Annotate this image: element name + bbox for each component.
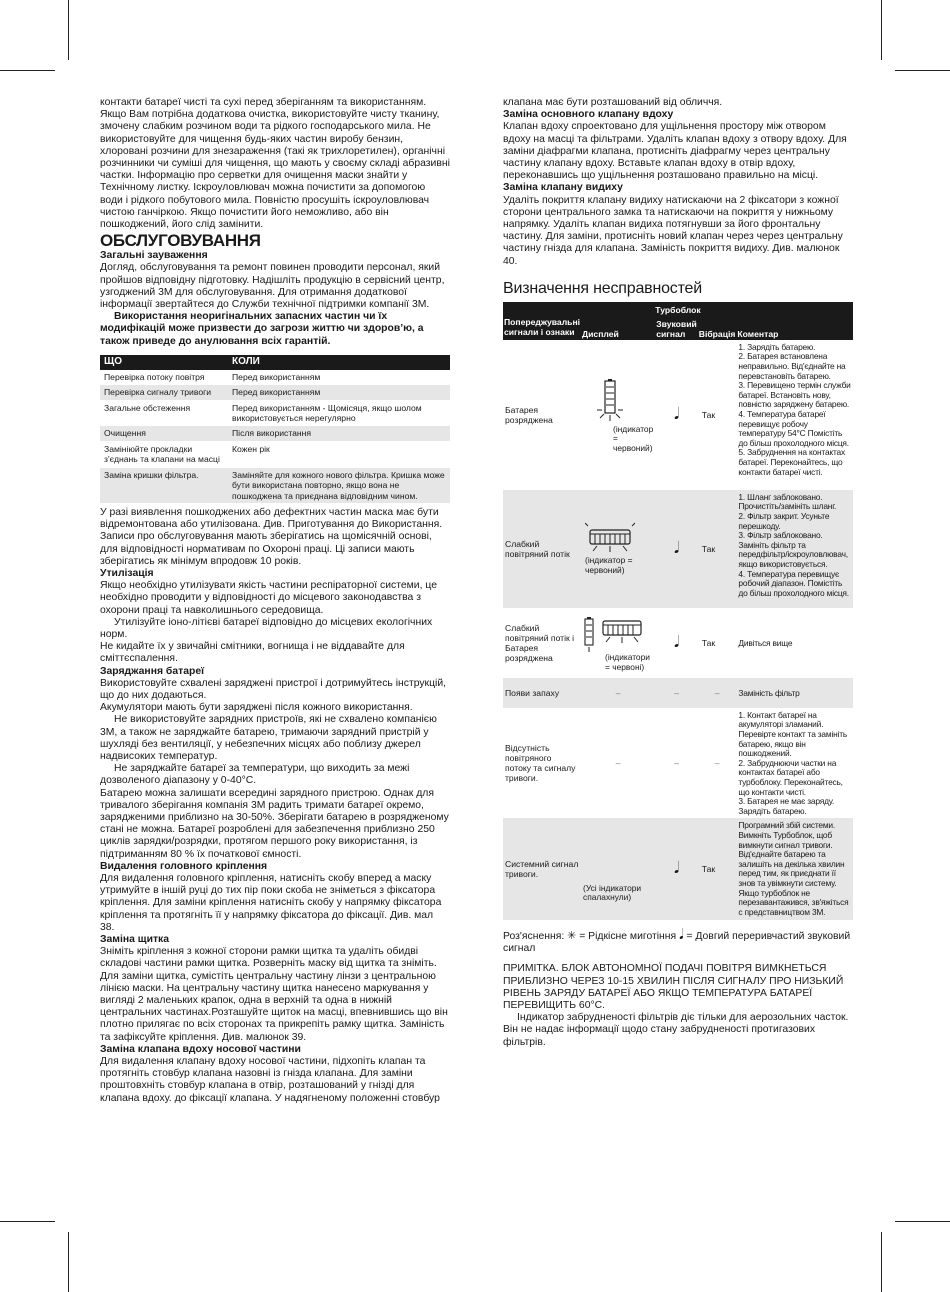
table-row: [503, 678, 853, 708]
legend-blink: = Рідкісне миготіння: [579, 931, 677, 943]
table-cell: Заміняйте для кожного нового фільтра. Кришка може бути використана повторно, якщо вона не пошкоджена та приєднана відповідним чином.: [228, 467, 450, 503]
paragraph: Не заряджайте батареї за температури, що виходить за межі дозволеного діапазону у 0-40°C.: [100, 763, 410, 787]
table-cell: Заміна кришки фільтра.: [100, 467, 228, 503]
comment-cell: 1. Шланг заблоковано. Прочистіть/замініть шланг. 2. Фільтр закрит. Усуньте перешкоду. 3. Фільтр заблоковано. Замініть фільтр та передфільтр/іскроуловлювач, якщо використовується. 4. Температура перевищує робочий діапазон. Помістіть до більш прохолодного місця.: [736, 490, 853, 608]
paragraph: Батарею можна залишати всередині зарядного пристрою. Однак для тривалого зберігання компанія 3M радить тримати батареї окремо, зарядженими приблизно на 30-50%. Зберігати батарею в розрядженому стані не можна. Батареї розроблені для забезпечення приблизно 250 циклів зарядки/розрядки, протягом першого року використання, із підтриманням 80 % їх початкової ємності.: [100, 787, 449, 860]
legend-sound: = Довгий переривчастий звуковий сигнал: [503, 931, 851, 955]
blink-icon: ✳: [567, 930, 577, 943]
signal-cell: Відсутність повітряного потоку та сигналу тривоги.: [503, 708, 581, 819]
paragraph: Клапан вдоху спроектовано для ущільнення простору між отвором вдоху на масці та фільтрами. Удаліть клапан вдоху з отвору вдоху. Для заміни діафрагми клапана, протисніть діафрагму через центральну частину клапану вдоху. Вставьте клапан вдоху в отвір вдоху, переконавшись що ущільнення розташовано правильно на місці.: [503, 121, 847, 182]
table-cell: Перед використанням: [228, 370, 450, 385]
display-cell: [581, 490, 655, 608]
sound-cell: [655, 608, 698, 678]
paragraph: клапана має бути розташований від обличчя.: [503, 97, 723, 108]
comment-cell: 1. Контакт батареї на акумуляторі зламаний. Перевірте контакт та замініть батарею, якщо він пошкоджений. 2. Забруднюючи частки на контактах батареї або турбоблоку. Переконайтесь, що контакти чисті. 3. Батарея не має заряду. Зарядіть батарею.: [736, 708, 853, 819]
paragraph: Використовуйте схвалені заряджені пристрої і дотримуйтесь інструкцій, що до них додаються.: [100, 677, 447, 701]
paragraph: Не використовуйте зарядних пристроїв, які не схвалено компанією 3M, а також не заряджайте батарею, тримаючи зарядний пристрій у шухляді без вентиляції, у небезпечних місцях або поблизу джерел надвисоких температур.: [100, 714, 437, 762]
crop-mark: [881, 1232, 882, 1292]
note-paragraph: ПРИМІТКА. БЛОК АВТОНОМНОЇ ПОДАЧІ ПОВІТРЯ ВИМКНЕТЬСЯ ПРИБЛИЗНО ЧЕРЕЗ 10-15 ХВИЛИН ПІСЛЯ СИГНАЛУ ПРО НИЗЬКИЙ РІВЕНЬ ЗАРЯДУ БАТАРЕЇ АБО ЯКЩО ТЕМПЕРАТУРА БАТАРЕЇ ПЕРЕВИЩИТЬ 60°C.: [503, 963, 844, 1011]
subheading: Заміна клапану видиху: [503, 182, 623, 194]
display-note: (індикатор = червоний): [613, 423, 654, 453]
signal-cell: Появи запаху: [503, 678, 581, 708]
table-row: [100, 385, 450, 400]
table-row: [100, 426, 450, 441]
table-row: [100, 370, 450, 385]
comment-cell: 1. Зарядіть батарею. 2. Батарея встановлена неправильно. Від'єднайте на перевстановіть батарею. 3. Перевищено термін служби батареї. Встановіть нову, повністю заряджену батарею. 4. Температура батареї перевищує робочу температуру 54°C Помістіть до більш прохолодного місця. 5. Забруднення на контактах батареї. Переконайтесь, що контакти батареї чисті.: [736, 340, 853, 490]
left-column: [100, 97, 450, 1105]
paragraph: Для видалення клапану вдоху носової частини, підхопіть клапан та протягніть стовбур клапана назовні із гнізда клапана. Для заміни проштовхніть стовбур клапана в отвір, розташований у гнізді для клапана вдоху. до фіксації клапана. У надягненому положенні стовбур: [100, 1056, 440, 1104]
display-cell: –: [581, 678, 655, 708]
table-header-sound: Звуковий сигнал: [655, 316, 698, 340]
warning-paragraph: Використання неоригінальних запасних частин чи їх модифікацій може призвести до загрози життю чи здоров’ю, а також приведе до анулювання всіх гарантій.: [100, 311, 424, 347]
note-filter-paragraph: Індикатор забрудненості фільтрів діє тільки для аерозольних часток. Він не надає інформації щодо стану забрудненості протигазових фільтрів.: [503, 1012, 849, 1048]
crop-mark: [68, 1232, 69, 1292]
crop-mark: [68, 0, 69, 60]
subheading: Видалення головного кріплення: [100, 860, 268, 872]
paragraph: Зніміть кріплення з кожної сторони рамки щитка та удаліть обидві складові частини рамки щитка. Розверніть маску від щитка та зніміть. Для заміни щитка, сумістіть центральну частину лінзи з центральною лінією маски. На центральну частину щитка нанесено маркування у вигляді 2 маленьких крапок, одна в верхній та одна в нижній центральних частинах.Розташуйте щиток на масці, впевнившись що він плотно прилягає по всіх сторонах та прикрепіть рамку щитка. Заміність та зафіксуйте кріплення. Див. малюнок 39.: [100, 946, 448, 1043]
sound-cell: –: [655, 678, 698, 708]
display-cell: –: [581, 708, 655, 819]
signal-cell: Батарея розряджена: [503, 340, 581, 490]
table-row: [100, 441, 450, 467]
display-note: (індикатори = червоні): [605, 652, 650, 672]
legend: [503, 926, 853, 955]
subheading: Загальні зауваження: [100, 250, 208, 262]
table-header-when: КОЛИ: [228, 355, 450, 370]
display-cell: (Усі індикатори спалахнули): [581, 818, 655, 920]
table-row: [100, 467, 450, 503]
table-header-signals: Попереджувальні сигнали і ознаки: [503, 316, 581, 340]
troubleshooting-table: [503, 302, 853, 921]
maintenance-table: [100, 355, 450, 504]
display-cell: [581, 340, 655, 490]
music-note-icon: 𝅘𝅥: [673, 539, 680, 557]
battery-fan-indicator-icon: [583, 613, 645, 653]
vibration-cell: Так: [698, 340, 737, 490]
table-header-turbo: Турбоблок: [503, 302, 853, 316]
paragraph: У разі виявлення пошкоджених або дефектних частин маска має бути відремонтована або утилізована. Див. Приготування до Використання. Записи про обслуговування мають зберігатись на щомісячній основі, для відповідності нормативам по Охороні праці. Ці записи мають зберігатись як мінімум впродовж 10 років.: [100, 506, 443, 567]
comment-cell: Програмний збій системи. Вимкніть Турбоблок, щоб вимкнути сигнал тривоги. Від'єднайте батарею та залишіть на декілька хвилин перед тим, як приєднати її знов та увімкнути систему. Якщо турбоблок не перезавантажився, зв'яжіться с представництвом 3M.: [736, 818, 853, 920]
display-cell: [581, 608, 655, 678]
table-row: [503, 490, 853, 608]
crop-mark: [895, 70, 950, 71]
signal-cell: Слабкий повітряний потік: [503, 490, 581, 608]
subheading: Заміна щитка: [100, 934, 170, 946]
right-column: [503, 97, 853, 1049]
vibration-cell: –: [698, 708, 737, 819]
sound-cell: –: [655, 708, 698, 819]
paragraph: Якщо необхідно утилізувати якість частини респіраторної системи, це необхідно проводити у відповідності до місцевого законодавства з охорони праці та навколишнього середовища.: [100, 580, 437, 616]
table-row: [100, 400, 450, 426]
table-row: [503, 608, 853, 678]
music-note-icon: 𝅘𝅥: [673, 633, 680, 651]
table-header-what: ЩО: [100, 355, 228, 370]
music-note-icon: 𝅘𝅥: [673, 860, 680, 878]
vibration-cell: Так: [698, 608, 737, 678]
crop-mark: [0, 1221, 55, 1222]
section-heading-maintenance: ОБСЛУГОВУВАННЯ: [100, 231, 261, 251]
vibration-cell: Так: [698, 818, 737, 920]
table-header-vibration: Вібрація: [698, 316, 737, 340]
crop-mark: [881, 0, 882, 60]
signal-cell: Слабкий повітряний потік і Батарея розряджена: [503, 608, 581, 678]
table-cell: Очищення: [100, 426, 228, 441]
table-cell: Кожен рік: [228, 441, 450, 467]
paragraph: контакти батареї чисті та сухі перед зберіганням та використанням. Якщо Вам потрібна додаткова очистка, використовуйте чисту тканину, змочену слабким розчином води та рідкого господарського мила. Не використовуйте для чищення будь-яких частин виробу бензин, хлоровані розчини для знезараження (такі як трихлоретилен), органічні розчинники чи суміші для чищення, що мають у своєму складі абразивні частки. Інформацію про серветки для очищення маски знайти у Технічному листку. Іскроуловлювач можна почистити за допомогою води і рідкого побутового мила. Повністю просушіть іскроуловлювач чистою ганчіркою. Якщо почистити його неможливо, або він пошкоджений, його слід замінити.: [100, 97, 450, 231]
display-note: (індикатор = червоний): [585, 555, 633, 575]
legend-label: Роз'яснення:: [503, 931, 565, 943]
table-header-comment: Коментар: [736, 316, 853, 340]
music-note-icon: 𝅘𝅥: [679, 926, 684, 943]
subheading: Заміна основного клапану вдоху: [503, 109, 674, 121]
table-row: [503, 708, 853, 819]
battery-indicator-icon: [595, 377, 625, 425]
crop-mark: [895, 1221, 950, 1222]
table-cell: Перевірка потоку повітря: [100, 370, 228, 385]
signal-cell: Системний сигнал тривоги.: [503, 818, 581, 920]
music-note-icon: 𝅘𝅥: [673, 405, 680, 423]
crop-mark: [0, 70, 55, 71]
table-cell: Перед використанням: [228, 385, 450, 400]
paragraph: Удаліть покриття клапану видиху натискаючи на 2 фіксатори з кожної сторони центрального замка та натискаючи на покриття у нижньому напрямку. Удаліть клапан видиха потягнувши за його фронтальну частину. Для заміни, протисніть новий клапан через через центральну частину гнізда для клапана. Заміність покриття видиху. Див. малюнок 40.: [503, 194, 843, 267]
table-cell: Перевірка сигналу тривоги: [100, 385, 228, 400]
table-cell: Замініюйте прокладки з'єднань та клапани на масці: [100, 441, 228, 467]
table-cell: Після використання: [228, 426, 450, 441]
sound-cell: [655, 490, 698, 608]
subheading: Утилізація: [100, 567, 154, 579]
paragraph: Акумулятори мають бути заряджені після кожного використання.: [100, 702, 413, 714]
section-heading-troubleshooting: Визначення несправностей: [503, 279, 702, 297]
table-cell: Загальне обстеження: [100, 400, 228, 426]
comment-cell: Заміність фільтр: [736, 678, 853, 708]
vibration-cell: –: [698, 678, 737, 708]
table-row: [503, 340, 853, 490]
vibration-cell: Так: [698, 490, 737, 608]
fan-indicator-icon: [585, 522, 635, 556]
sound-cell: [655, 340, 698, 490]
paragraph: Утилізуйте іоно-літієві батареї відповідно до місцевих екологічних норм.: [100, 616, 433, 640]
comment-cell: Дивіться вище: [736, 608, 853, 678]
table-row: [503, 818, 853, 920]
subheading: Заряджання батареї: [100, 665, 205, 677]
sound-cell: [655, 818, 698, 920]
subheading: Заміна клапана вдоху носової частини: [100, 1043, 301, 1055]
table-header-display: Дисплей: [581, 316, 655, 340]
paragraph: Не кидайте їх у звичайні смітники, вогнища і не віддавайте для сміттєспалення.: [100, 641, 405, 665]
paragraph: Догляд, обслуговування та ремонт повинен проводити персонал, який пройшов відповідну підготовку. Надішліть продукцію в сервісний центр, узгоджений 3М для обслуговування. Для отримання додаткової інформації звертайтеся до Служби технічної підтримки компанії 3М.: [100, 262, 445, 311]
table-cell: Перед використанням - Щомісяця, якщо шолом використовується нерегулярно: [228, 400, 450, 426]
paragraph: Для видалення головного кріплення, натисніть скобу вперед а маску утримуйте в іншій руці до тих пір поки скоба не зніметься з фіксатора кріплення. Для заміни кріплення натисніть скобу у напрямку фіксатора кріплення та протягніть її у напрямку фіксатора до фіксації. Див. мал 38.: [100, 873, 442, 933]
